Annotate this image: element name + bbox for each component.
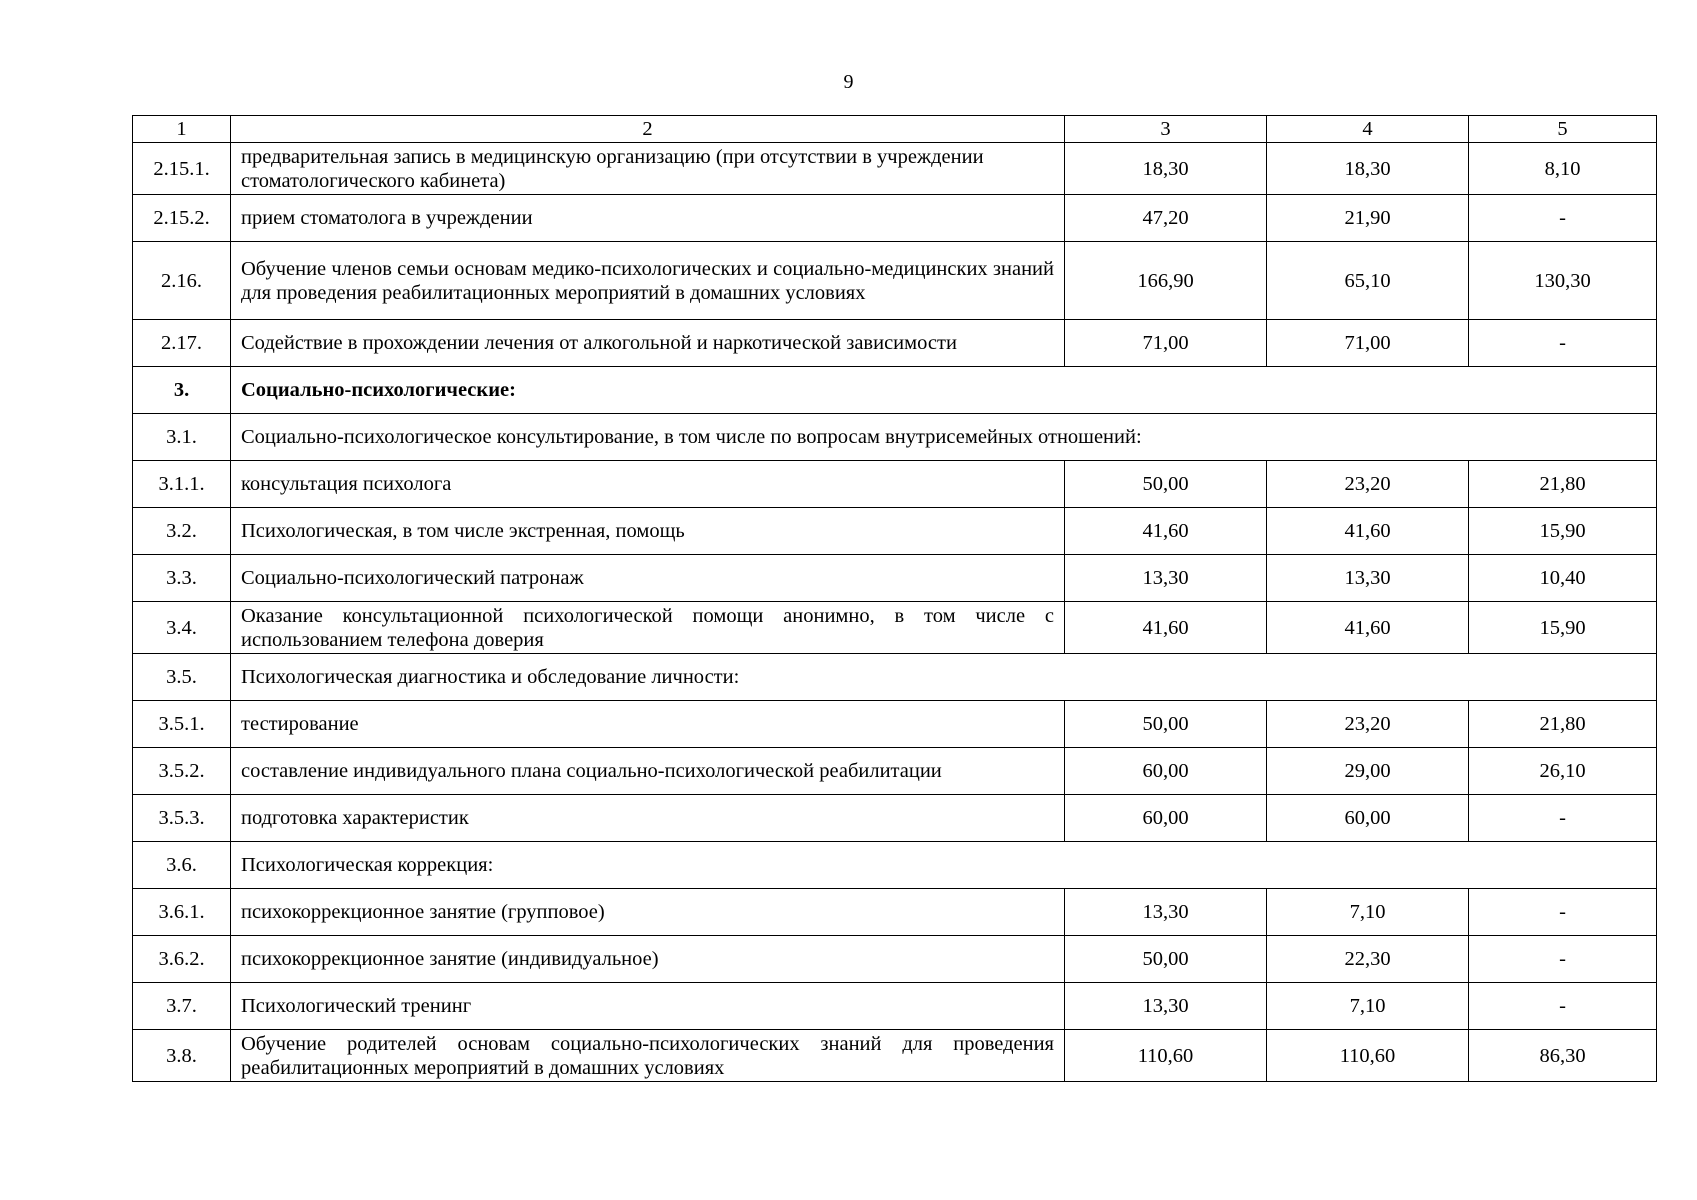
- table-row: [133, 242, 1657, 320]
- row-value-col3: 50,00: [1065, 936, 1267, 983]
- row-value-col4: 65,10: [1267, 242, 1469, 320]
- row-service-name: Психологический тренинг: [231, 983, 1065, 1030]
- row-code: 2.15.2.: [133, 195, 231, 242]
- row-value-col5: 10,40: [1469, 555, 1657, 602]
- row-code: 3.2.: [133, 508, 231, 555]
- row-service-name: Социально-психологическое консультирование, в том числе по вопросам внутрисемейных отношений:: [231, 414, 1657, 461]
- table-row: [133, 508, 1657, 555]
- row-value-col3: 13,30: [1065, 555, 1267, 602]
- row-value-col4: 23,20: [1267, 461, 1469, 508]
- table-row: [133, 143, 1657, 195]
- section-row: [133, 842, 1657, 889]
- row-value-col5: 21,80: [1469, 701, 1657, 748]
- row-service-name: психокоррекционное занятие (групповое): [231, 889, 1065, 936]
- row-service-name: Психологическая, в том числе экстренная, помощь: [231, 508, 1065, 555]
- table-header-row: [133, 116, 1657, 143]
- row-value-col5: 21,80: [1469, 461, 1657, 508]
- row-code: 2.17.: [133, 320, 231, 367]
- table-row: [133, 555, 1657, 602]
- row-value-col5: -: [1469, 195, 1657, 242]
- row-value-col4: 7,10: [1267, 889, 1469, 936]
- row-service-name: тестирование: [231, 701, 1065, 748]
- row-code: 3.8.: [133, 1030, 231, 1082]
- row-value-col3: 110,60: [1065, 1030, 1267, 1082]
- row-code: 3.5.2.: [133, 748, 231, 795]
- row-code: 3.1.: [133, 414, 231, 461]
- row-value-col3: 47,20: [1065, 195, 1267, 242]
- section-row: [133, 654, 1657, 701]
- row-value-col4: 13,30: [1267, 555, 1469, 602]
- table-row: [133, 320, 1657, 367]
- row-value-col3: 71,00: [1065, 320, 1267, 367]
- row-value-col5: 26,10: [1469, 748, 1657, 795]
- row-value-col5: 86,30: [1469, 1030, 1657, 1082]
- table-body: [133, 116, 1657, 1082]
- row-service-name: Психологическая коррекция:: [231, 842, 1657, 889]
- header-cell-2: 2: [231, 116, 1065, 143]
- table-row: [133, 936, 1657, 983]
- row-service-name: Психологическая диагностика и обследование личности:: [231, 654, 1657, 701]
- row-service-name: психокоррекционное занятие (индивидуальное): [231, 936, 1065, 983]
- row-service-name: Обучение родителей основам социально-психологических знаний для проведения реабилитационных мероприятий в домашних условиях: [231, 1030, 1065, 1082]
- row-service-name: Оказание консультационной психологической помощи анонимно, в том числе с использованием телефона доверия: [231, 602, 1065, 654]
- row-value-col5: -: [1469, 795, 1657, 842]
- row-value-col5: -: [1469, 983, 1657, 1030]
- section-row: [133, 367, 1657, 414]
- table-row: [133, 461, 1657, 508]
- row-value-col3: 50,00: [1065, 701, 1267, 748]
- table-row: [133, 195, 1657, 242]
- row-service-name: Содействие в прохождении лечения от алкогольной и наркотической зависимости: [231, 320, 1065, 367]
- row-service-name: Обучение членов семьи основам медико-психологических и социально-медицинских знаний для проведения реабилитационных мероприятий в домашних условиях: [231, 242, 1065, 320]
- table-row: [133, 748, 1657, 795]
- row-value-col4: 18,30: [1267, 143, 1469, 195]
- row-value-col3: 41,60: [1065, 508, 1267, 555]
- row-code: 3.4.: [133, 602, 231, 654]
- row-value-col4: 110,60: [1267, 1030, 1469, 1082]
- row-code: 3.7.: [133, 983, 231, 1030]
- row-code: 3.5.: [133, 654, 231, 701]
- row-value-col3: 166,90: [1065, 242, 1267, 320]
- row-code: 2.15.1.: [133, 143, 231, 195]
- header-cell-3: 3: [1065, 116, 1267, 143]
- row-value-col3: 50,00: [1065, 461, 1267, 508]
- row-code: 3.5.3.: [133, 795, 231, 842]
- row-value-col5: -: [1469, 936, 1657, 983]
- row-value-col4: 22,30: [1267, 936, 1469, 983]
- table-row: [133, 983, 1657, 1030]
- row-value-col3: 18,30: [1065, 143, 1267, 195]
- header-cell-4: 4: [1267, 116, 1469, 143]
- row-value-col4: 21,90: [1267, 195, 1469, 242]
- row-service-name: подготовка характеристик: [231, 795, 1065, 842]
- row-code: 3.5.1.: [133, 701, 231, 748]
- table-row: [133, 1030, 1657, 1082]
- row-service-name: консультация психолога: [231, 461, 1065, 508]
- row-value-col4: 7,10: [1267, 983, 1469, 1030]
- row-value-col4: 71,00: [1267, 320, 1469, 367]
- row-value-col3: 60,00: [1065, 748, 1267, 795]
- header-cell-5: 5: [1469, 116, 1657, 143]
- row-service-name: Социально-психологический патронаж: [231, 555, 1065, 602]
- row-value-col4: 41,60: [1267, 508, 1469, 555]
- row-code: 3.6.2.: [133, 936, 231, 983]
- row-code: 3.3.: [133, 555, 231, 602]
- row-code: 3.: [133, 367, 231, 414]
- row-value-col5: 130,30: [1469, 242, 1657, 320]
- row-value-col5: 15,90: [1469, 508, 1657, 555]
- row-value-col5: -: [1469, 889, 1657, 936]
- table-row: [133, 701, 1657, 748]
- row-value-col4: 60,00: [1267, 795, 1469, 842]
- row-value-col4: 41,60: [1267, 602, 1469, 654]
- row-code: 3.1.1.: [133, 461, 231, 508]
- row-service-name: прием стоматолога в учреждении: [231, 195, 1065, 242]
- row-value-col5: 8,10: [1469, 143, 1657, 195]
- row-code: 3.6.1.: [133, 889, 231, 936]
- row-code: 2.16.: [133, 242, 231, 320]
- row-service-name: составление индивидуального плана социально-психологической реабилитации: [231, 748, 1065, 795]
- section-row: [133, 414, 1657, 461]
- row-value-col3: 60,00: [1065, 795, 1267, 842]
- header-cell-1: 1: [133, 116, 231, 143]
- row-value-col3: 41,60: [1065, 602, 1267, 654]
- table-row: [133, 602, 1657, 654]
- row-value-col3: 13,30: [1065, 983, 1267, 1030]
- row-value-col3: 13,30: [1065, 889, 1267, 936]
- row-code: 3.6.: [133, 842, 231, 889]
- row-value-col4: 29,00: [1267, 748, 1469, 795]
- table-row: [133, 889, 1657, 936]
- services-tariff-table: [132, 115, 1657, 1082]
- row-value-col5: -: [1469, 320, 1657, 367]
- row-value-col4: 23,20: [1267, 701, 1469, 748]
- row-service-name: Социально-психологические:: [231, 367, 1657, 414]
- row-value-col5: 15,90: [1469, 602, 1657, 654]
- page-number: 9: [843, 71, 854, 93]
- table-row: [133, 795, 1657, 842]
- row-service-name: предварительная запись в медицинскую организацию (при отсутствии в учреждении стоматологического кабинета): [231, 143, 1065, 195]
